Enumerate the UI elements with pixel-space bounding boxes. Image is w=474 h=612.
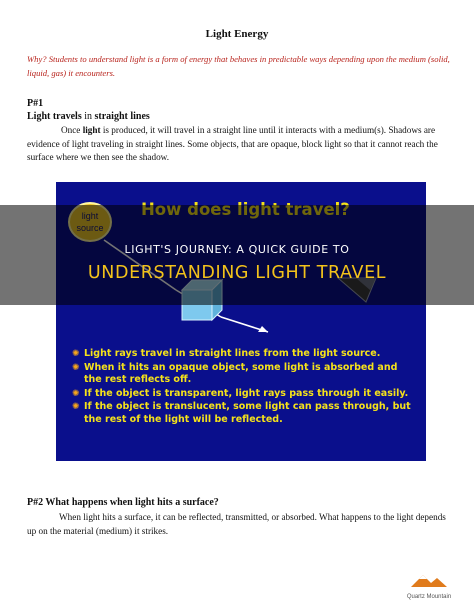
p1-sub-c: straight lines bbox=[94, 111, 150, 122]
bullet-text: If the object is translucent, some light can pass through, but the rest of the light will be reflected. bbox=[84, 401, 411, 425]
bullet-text: Light rays travel in straight lines from the light source. bbox=[84, 348, 381, 359]
bullet-text: When it hits an opaque object, some light is absorbed and the rest reflects off. bbox=[84, 361, 398, 385]
list-item bbox=[72, 362, 418, 387]
p1-body-indent: Once bbox=[61, 125, 83, 135]
logo-text: Quartz Mountain bbox=[406, 594, 452, 600]
list-item bbox=[72, 348, 418, 361]
p1-heading: P#1 bbox=[27, 98, 44, 109]
bullet-text: If the object is transparent, light rays pass through it easily. bbox=[84, 387, 409, 399]
p1-body-rest: is produced, it will travel in a straight line until it interacts with a medium(s). Shadows are evidence of light traveling in straight lines. Some objects, that are opaque, block light so that it cannot reach the surface where we then see the shadow. bbox=[27, 125, 438, 162]
list-item bbox=[72, 388, 418, 401]
bullet-icon: ✺ bbox=[72, 388, 80, 399]
p2-body bbox=[27, 511, 456, 538]
overlay-kicker: LIGHT'S JOURNEY: A QUICK GUIDE TO bbox=[124, 243, 350, 256]
overlay-headline: UNDERSTANDING LIGHT TRAVEL bbox=[87, 263, 387, 283]
list-item bbox=[72, 401, 418, 426]
p1-sub-b: in bbox=[81, 111, 95, 122]
site-logo[interactable] bbox=[398, 572, 460, 600]
mountain-logo-icon bbox=[409, 572, 449, 588]
p1-body bbox=[27, 124, 456, 165]
p2-body-text: When light hits a surface, it can be reflected, transmitted, or absorbed. What happens to the light depends up on the material (medium) it strikes. bbox=[27, 512, 446, 536]
document-title: Light Energy bbox=[205, 28, 269, 40]
bullet-icon: ✺ bbox=[72, 349, 80, 359]
p1-body-bold: light bbox=[82, 125, 101, 135]
p1-sub-a: Light travels bbox=[27, 111, 82, 122]
p2-heading: P#2 What happens when light hits a surface? bbox=[27, 497, 219, 508]
p1-subheading bbox=[27, 111, 150, 122]
bullet-icon: ✺ bbox=[72, 402, 80, 412]
slide-bullets bbox=[72, 348, 418, 427]
bullet-icon: ✺ bbox=[72, 362, 80, 373]
why-statement: Why? Students to understand light is a form of energy that behaves in predictable ways depending upon the medium (solid, liquid, gas) it encounters. bbox=[27, 54, 450, 78]
